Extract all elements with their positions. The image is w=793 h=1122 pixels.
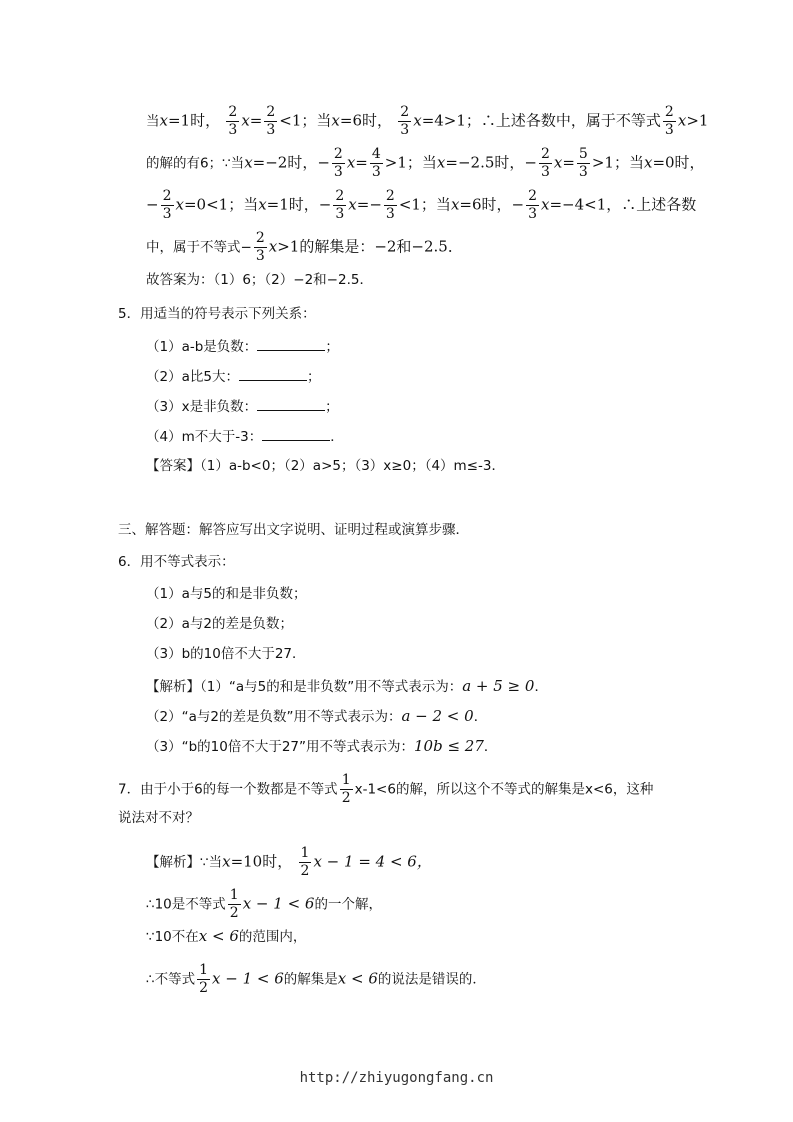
q5-item-2: （2）a比5大： ；: [146, 366, 320, 387]
q5-item-1: （1）a-b是负数： ；: [146, 336, 339, 357]
var-x: x: [159, 111, 168, 130]
text: >1: [686, 111, 709, 130]
solution-line-2: 的解的有6；∵当x=−2时，− $\frac{2}{3}$ x= $\frac{4}{3}$ >1；当x=−2.5时，− $\frac{2}{3}$ x= $\frac{5}{3}$ >1；当x=0时，: [146, 146, 705, 180]
final-answer-line: 故答案为：（1）6；（2）−2和−2.5．: [146, 272, 373, 288]
solution-line-4: 中，属于不等式− $\frac{2}{3}$ x>1的解集是：−2和−2.5．: [146, 230, 463, 264]
text: =1时，: [167, 111, 221, 130]
question-6-title: 6．用不等式表示：: [118, 554, 235, 570]
solution-line-3: − $\frac{2}{3}$ x=0<1；当x=1时，− $\frac{2}{3}$ x=− $\frac{2}{3}$ <1；当x=6时，− $\frac{2}{3}$ x=−4<1，∴上述各数: [146, 188, 697, 222]
fraction: $\frac{2}{3}$: [228, 104, 238, 138]
q6-item-2: （2）a与2的差是负数；: [146, 616, 293, 632]
fraction: $\frac{1}{2}$: [300, 845, 310, 879]
fraction: $\frac{1}{2}$: [199, 962, 209, 996]
q6-analysis-3: （3）“b的10倍不大于27”用不等式表示为：10b ≤ 27．: [146, 737, 498, 755]
fraction: $\frac{2}{3}$: [335, 188, 345, 222]
q7-analysis-3: ∵10不在x < 6的范围内，: [146, 927, 307, 945]
footer-url: http://zhiyugongfang.cn: [299, 1070, 494, 1086]
q6-analysis-2: （2）“a与2的差是负数”用不等式表示为：a − 2 < 0．: [146, 707, 488, 725]
fraction: $\frac{2}{3}$: [255, 230, 265, 264]
fraction: $\frac{1}{2}$: [229, 887, 239, 921]
q6-item-3: （3）b的10倍不大于27．: [146, 646, 306, 662]
q6-analysis-1: 【解析】（1）“a与5的和是非负数”用不等式表示为：a + 5 ≥ 0．: [146, 677, 548, 695]
text: =4>1；∴上述各数中，属于不等式: [421, 111, 661, 130]
question-7-line-2: 说法对不对？: [118, 810, 199, 826]
fraction: $\frac{2}{3}$: [664, 104, 674, 138]
question-5-title: 5．用适当的符号表示下列关系：: [118, 306, 316, 322]
var-x: x: [413, 111, 422, 130]
q7-analysis-2: ∴10是不等式 $\frac{1}{2}$ x − 1 < 6的一个解，: [146, 887, 382, 921]
var-x: x: [677, 111, 687, 130]
fraction: $\frac{2}{3}$: [540, 146, 550, 180]
q5-item-4: （4）m不大于-3： ．: [146, 426, 344, 447]
answer-blank: [257, 336, 325, 351]
text: <1；当: [279, 111, 332, 130]
text: =: [249, 111, 263, 130]
fraction: $\frac{1}{2}$: [341, 772, 351, 806]
q5-answer: 【答案】（1）a-b<0；（2）a>5；（3）x≥0；（4）m≤-3．: [146, 458, 505, 474]
var-x: x: [241, 111, 250, 130]
q7-analysis-4: ∴不等式 $\frac{1}{2}$ x − 1 < 6的解集是x < 6的说法是错误的．: [146, 962, 486, 996]
q6-item-1: （1）a与5的和是非负数；: [146, 586, 307, 602]
answer-blank: [257, 396, 325, 411]
q7-analysis-1: 【解析】∵当x=10时， $\frac{1}{2}$ x − 1 = 4 < 6，: [146, 845, 432, 879]
answer-blank: [239, 366, 307, 381]
answer-blank: [262, 426, 330, 441]
fraction: $\frac{4}{3}$: [371, 146, 381, 180]
text: =6时，: [339, 111, 392, 130]
question-7-line-1: 7．由于小于6的每一个数都是不等式 $\frac{1}{2}$ x-1<6的解，所以这个不等式的解集是x<6，这种: [118, 772, 654, 806]
fraction: $\frac{5}{3}$: [578, 146, 588, 180]
solution-line-1: [146, 104, 708, 139]
fraction: $\frac{2}{3}$: [162, 188, 172, 222]
text: 当: [146, 113, 160, 130]
q5-item-3: （3）x是非负数： ；: [146, 396, 339, 417]
fraction: $\frac{2}{3}$: [333, 146, 343, 180]
section-3-heading: 三、解答题：解答应写出文字说明、证明过程或演算步骤．: [118, 522, 469, 538]
var-x: x: [331, 111, 340, 130]
fraction: $\frac{2}{3}$: [385, 188, 395, 222]
fraction: $\frac{2}{3}$: [400, 104, 410, 138]
fraction: $\frac{2}{3}$: [528, 188, 538, 222]
fraction: $\frac{2}{3}$: [266, 104, 276, 138]
